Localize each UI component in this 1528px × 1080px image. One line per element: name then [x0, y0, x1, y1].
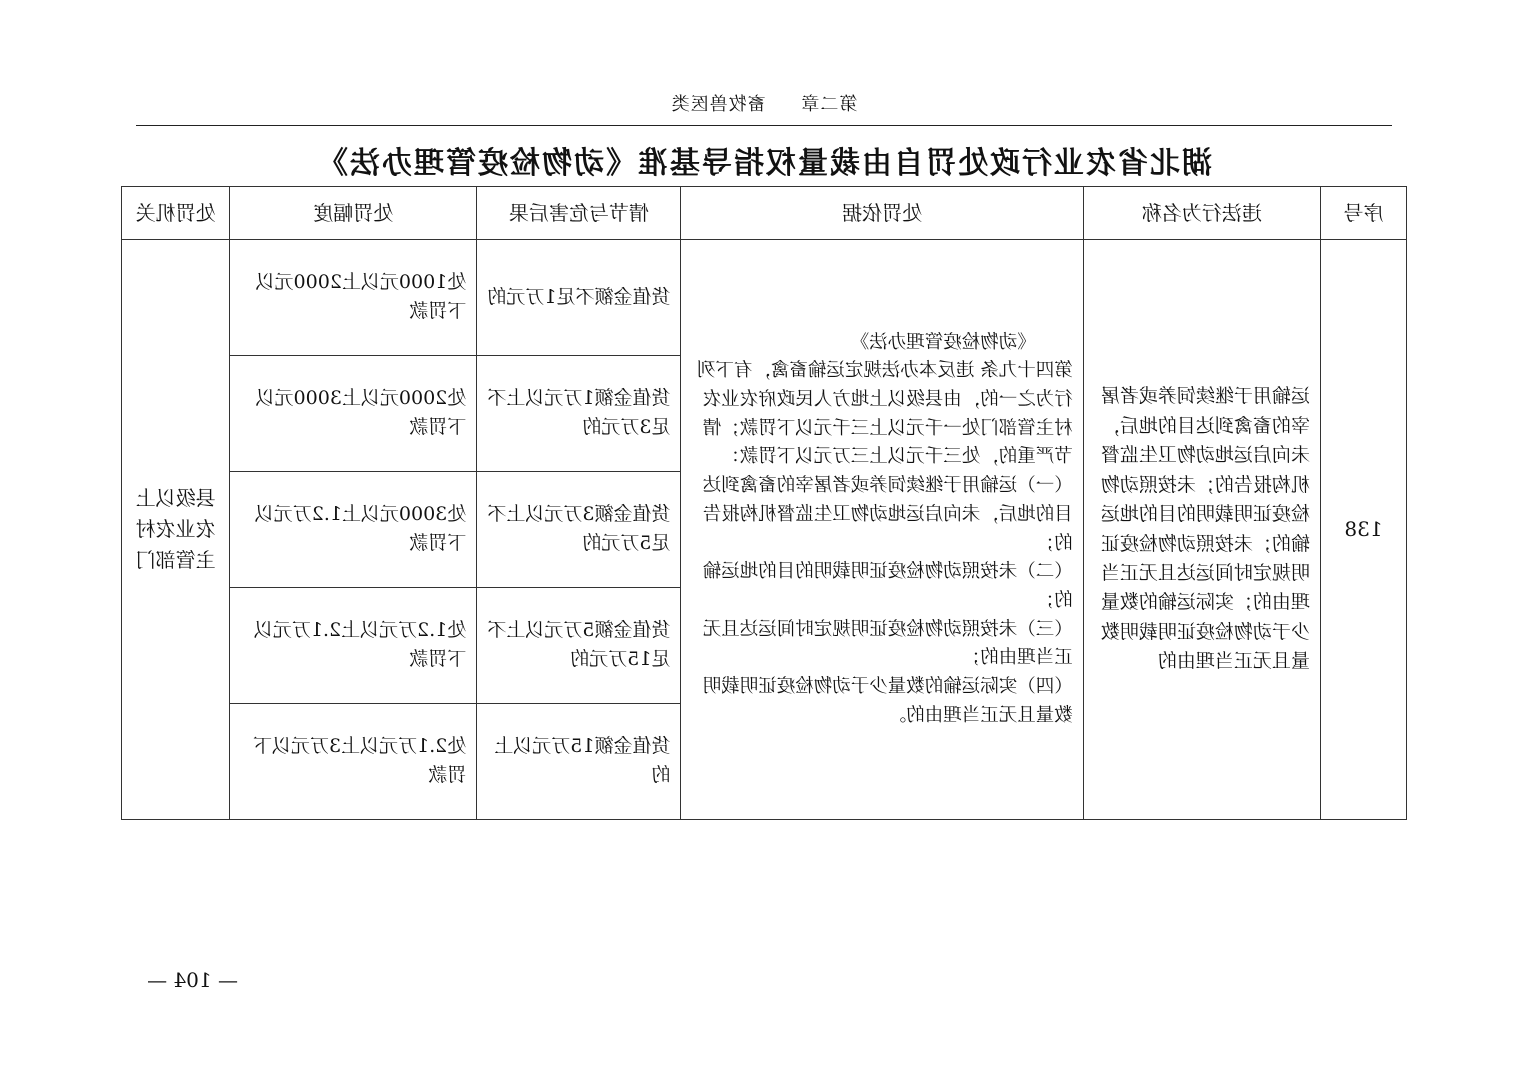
cell-circumstance: 货值金额5万元以上不足15万元的	[477, 587, 681, 703]
cell-range: 处3000元以上1.2万元以下罚款	[230, 471, 477, 587]
table-row	[122, 240, 1407, 356]
page-number: — 104 —	[147, 968, 238, 992]
cell-circumstance: 货值金额不足1万元的	[477, 240, 681, 356]
cell-seq: 138	[1320, 240, 1406, 820]
column-header-authority: 处罚机关	[122, 187, 230, 240]
table-header-row	[122, 187, 1407, 240]
chapter-label: 第二章	[800, 94, 858, 115]
cell-range: 处2.1万元以上3万元以下罚款	[230, 703, 477, 819]
basis-law-title: 《动物检疫管理办法》	[850, 331, 1036, 353]
cell-range: 处1000元以上2000元以下罚款	[230, 240, 477, 356]
cell-violation: 运输用于继续饲养或者屠宰的畜禽到达目的地后，未向启运地动物卫生监督机构报告的；未按照动物检疫证明载明的目的地运输的；未按照动物检疫证明规定时间运达且无正当理由的；实际运输的数量少于动物检疫证明载明数量且无正当理由的	[1083, 240, 1320, 820]
basis-item: （四）实际运输的数量少于动物检疫证明载明数量且无正当理由的。	[702, 675, 1073, 726]
chapter-header	[0, 90, 1528, 116]
column-header-circumstance: 情节与危害后果	[477, 187, 681, 240]
cell-circumstance: 货值金额1万元以上不足3万元的	[477, 355, 681, 471]
basis-item: （一）运输用于继续饲养或者屠宰的畜禽到达目的地后，未向启运地动物卫生监督机构报告的；	[702, 475, 1073, 554]
column-header-violation: 违法行为名称	[1083, 187, 1320, 240]
cell-authority: 县级以上农业农村主管部门	[122, 240, 230, 820]
basis-item: （三）未按照动物检疫证明规定时间运达且无正当理由的；	[702, 618, 1073, 669]
cell-circumstance: 货值金额3万元以上不足5万元的	[477, 471, 681, 587]
column-header-seq: 序号	[1320, 187, 1406, 240]
column-header-basis: 处罚依据	[681, 187, 1083, 240]
cell-basis	[681, 240, 1083, 820]
header-divider	[136, 125, 1392, 126]
cell-range: 处1.2万元以上2.1万元以下罚款	[230, 587, 477, 703]
section-label: 畜牧兽医类	[670, 94, 766, 115]
basis-item: （二）未按照动物检疫证明载明的目的地运输的；	[702, 561, 1073, 611]
penalty-table	[121, 186, 1407, 820]
cell-range: 处2000元以上3000元以下罚款	[230, 355, 477, 471]
column-header-range: 处罚幅度	[230, 187, 477, 240]
cell-circumstance: 货值金额15万元以上的	[477, 703, 681, 819]
basis-article: 第四十九条 违反本办法规定运输畜禽，有下列行为之一的，由县级以上地方人民政府农业农村主管部门处一千元以上三千元以下罚款；情节严重的，处三千元以上三万元以下罚款：	[696, 360, 1073, 468]
page-title: 湖北省农业行政处罚自由裁量权指导基准《动物检疫管理办法》	[316, 146, 1212, 181]
